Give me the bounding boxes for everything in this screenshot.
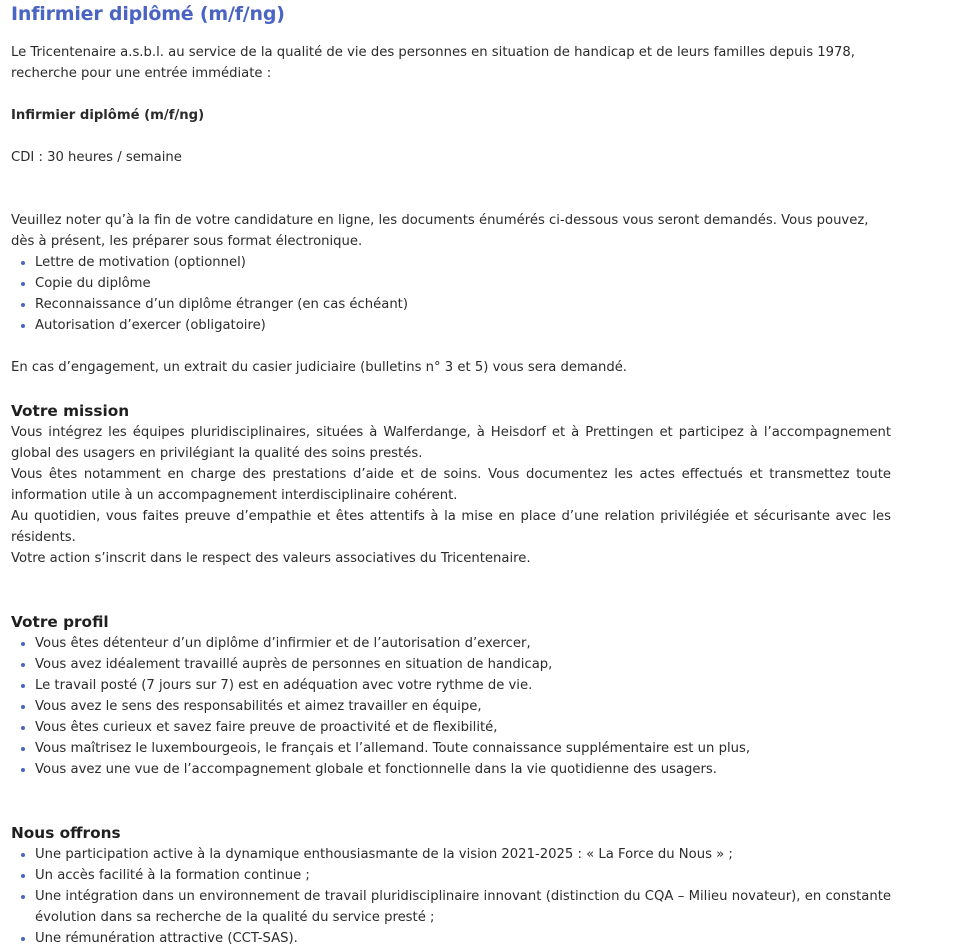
contract-type: CDI : 30 heures / semaine xyxy=(11,150,182,165)
mission-paragraph: Au quotidien, vous faites preuve d’empathie et êtes attentifs à la mise en place d’une relation privilégiée et sécurisante avec les résidents. xyxy=(11,509,891,545)
list-item: Lettre de motivation (optionnel) xyxy=(11,252,891,273)
profil-list xyxy=(11,633,891,780)
list-item: Vous êtes curieux et savez faire preuve de proactivité et de flexibilité, xyxy=(11,717,891,738)
spacer xyxy=(11,168,891,210)
mission-paragraph: Vous êtes notamment en charge des prestations d’aide et de soins. Vous documentez les actes effectués et transmettez toute information utile à un accompagnement interdisciplinaire cohérent. xyxy=(11,467,891,503)
list-item: Copie du diplôme xyxy=(11,273,891,294)
list-item: Le travail posté (7 jours sur 7) est en adéquation avec votre rythme de vie. xyxy=(11,675,891,696)
list-item: Vous êtes détenteur d’un diplôme d’infirmier et de l’autorisation d’exercer, xyxy=(11,633,891,654)
mission-paragraph: Votre action s’inscrit dans le respect des valeurs associatives du Tricentenaire. xyxy=(11,551,531,566)
spacer xyxy=(11,780,891,822)
offrons-heading: Nous offrons xyxy=(11,824,121,842)
documents-list xyxy=(11,252,891,336)
list-item: Une intégration dans un environnement de travail pluridisciplinaire innovant (distinction du CQA – Milieu novateur), en constante évolution dans sa recherche de la qualité du service presté ; xyxy=(11,886,891,928)
engagement-note: En cas d’engagement, un extrait du casier judiciaire (bulletins n° 3 et 5) vous sera demandé. xyxy=(11,360,627,375)
spacer xyxy=(11,569,891,611)
job-title-bold: Infirmier diplômé (m/f/ng) xyxy=(11,108,205,123)
list-item: Vous maîtrisez le luxembourgeois, le français et l’allemand. Toute connaissance supplémentaire est un plus, xyxy=(11,738,891,759)
spacer xyxy=(11,84,891,105)
mission-paragraph: Vous intégrez les équipes pluridisciplinaires, situées à Walferdange, à Heisdorf et à Prettingen et participez à l’accompagnement global des usagers en privilégiant la qualité des soins prestés. xyxy=(11,425,891,461)
documents-note: Veuillez noter qu’à la fin de votre candidature en ligne, les documents énumérés ci-dessous vous seront demandés. Vous pouvez, dès à présent, les préparer sous format électronique. xyxy=(11,213,869,249)
mission-heading: Votre mission xyxy=(11,402,130,420)
list-item: Une rémunération attractive (CCT-SAS). xyxy=(11,928,891,949)
spacer xyxy=(11,378,891,400)
list-item: Autorisation d’exercer (obligatoire) xyxy=(11,315,891,336)
list-item: Vous avez le sens des responsabilités et aimez travailler en équipe, xyxy=(11,696,891,717)
page-title: Infirmier diplômé (m/f/ng) xyxy=(11,3,285,25)
spacer xyxy=(11,27,891,42)
list-item: Vous avez idéalement travaillé auprès de personnes en situation de handicap, xyxy=(11,654,891,675)
profil-heading: Votre profil xyxy=(11,613,109,631)
offrons-list xyxy=(11,844,891,949)
intro-paragraph: Le Tricentenaire a.s.b.l. au service de la qualité de vie des personnes en situation de handicap et de leurs familles depuis 1978, recherche pour une entrée immédiate : xyxy=(11,45,856,81)
list-item: Vous avez une vue de l’accompagnement globale et fonctionnelle dans la vie quotidienne des usagers. xyxy=(11,759,891,780)
spacer xyxy=(11,126,891,147)
list-item: Reconnaissance d’un diplôme étranger (en cas échéant) xyxy=(11,294,891,315)
list-item: Une participation active à la dynamique enthousiasmante de la vision 2021-2025 : « La Force du Nous » ; xyxy=(11,844,891,865)
list-item: Un accès facilité à la formation continue ; xyxy=(11,865,891,886)
spacer xyxy=(11,336,891,357)
